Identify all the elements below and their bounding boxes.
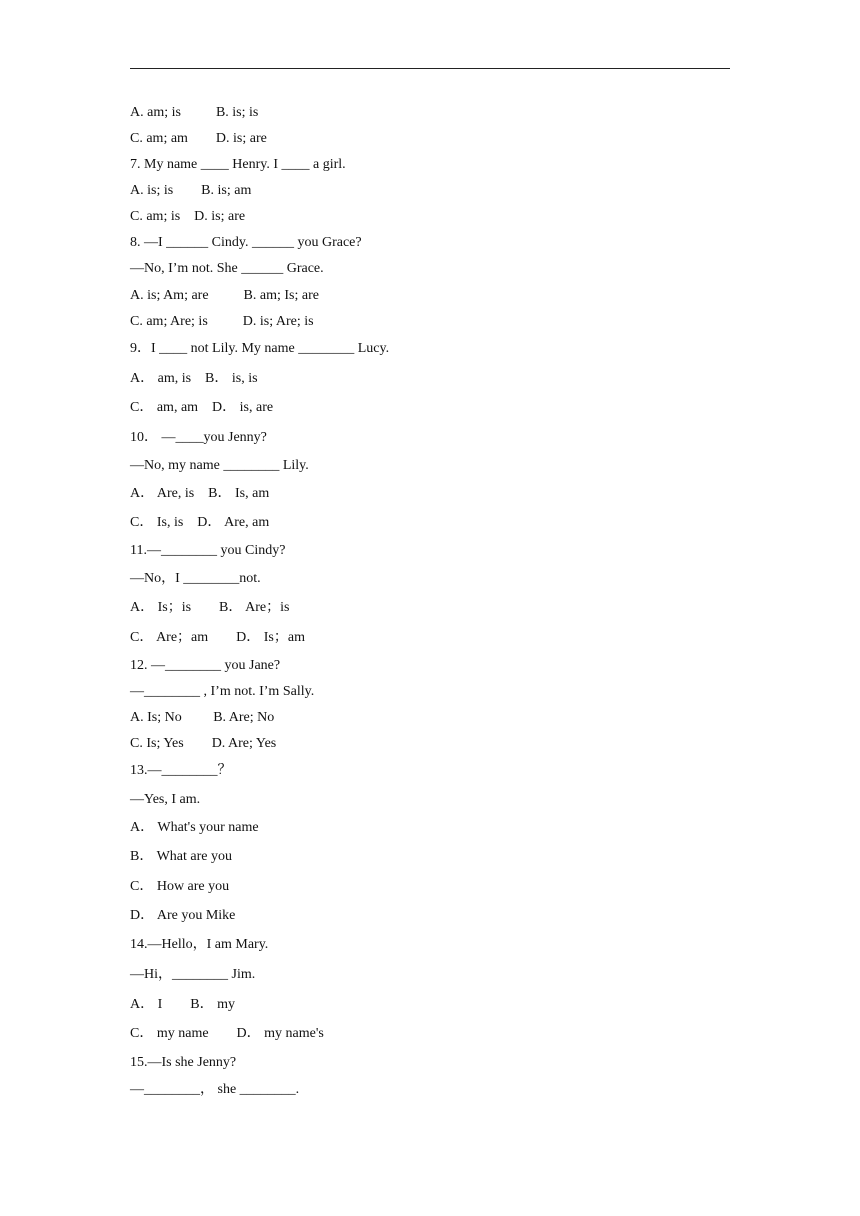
text-line: A． am, is B． is, is [130,371,258,386]
text-line: —________ , I’m not. I’m Sally. [130,684,315,699]
question-15: 15.—Is she Jenny? [130,1055,237,1070]
text-line: B． What are you [130,849,232,864]
text-line: C． Are；am D． Is；am [130,630,305,645]
text-line: —________， she ________. [130,1082,300,1097]
text-line: A． Is；is B． Are；is [130,600,290,615]
text-line: A． Are, is B． Is, am [130,486,270,501]
question-10: 10． —____you Jenny? [130,430,267,445]
text-line: C． am, am D． is, are [130,400,274,415]
question-11: 11.—________ you Cindy? [130,543,286,558]
text-line: A. am; is B. is; is [130,105,259,120]
question-8: 8. —I ______ Cindy. ______ you Grace? [130,235,362,250]
text-line: A. is; is B. is; am [130,183,252,198]
question-14: 14.—Hello，I am Mary. [130,937,269,952]
text-line: C. am; am D. is; are [130,131,267,146]
text-line: —No，I ________not. [130,571,261,586]
question-13: 13.—________？ [130,763,232,778]
text-line: C． How are you [130,879,230,894]
question-12: 12. —________ you Jane? [130,658,281,673]
question-9: 9．I ____ not Lily. My name ________ Lucy. [130,341,390,356]
text-line: —Yes, I am. [130,792,201,807]
text-line: C. Is; Yes D. Are; Yes [130,736,277,751]
text-line: C. am; Are; is D. is; Are; is [130,314,314,329]
question-7: 7. My name ____ Henry. I ____ a girl. [130,157,346,172]
text-line: A． What's your name [130,820,259,835]
header-rule [130,68,730,69]
text-line: C． Is, is D． Are, am [130,515,270,530]
text-line: —Hi，________ Jim. [130,967,256,982]
text-line: C． my name D． my name's [130,1026,324,1041]
text-line: D． Are you Mike [130,908,236,923]
text-line: A． I B． my [130,997,235,1012]
text-line: —No, I’m not. She ______ Grace. [130,261,324,276]
text-line: A. is; Am; are B. am; Is; are [130,288,319,303]
text-line: A. Is; No B. Are; No [130,710,275,725]
text-line: —No, my name ________ Lily. [130,458,309,473]
text-line: C. am; is D. is; are [130,209,246,224]
